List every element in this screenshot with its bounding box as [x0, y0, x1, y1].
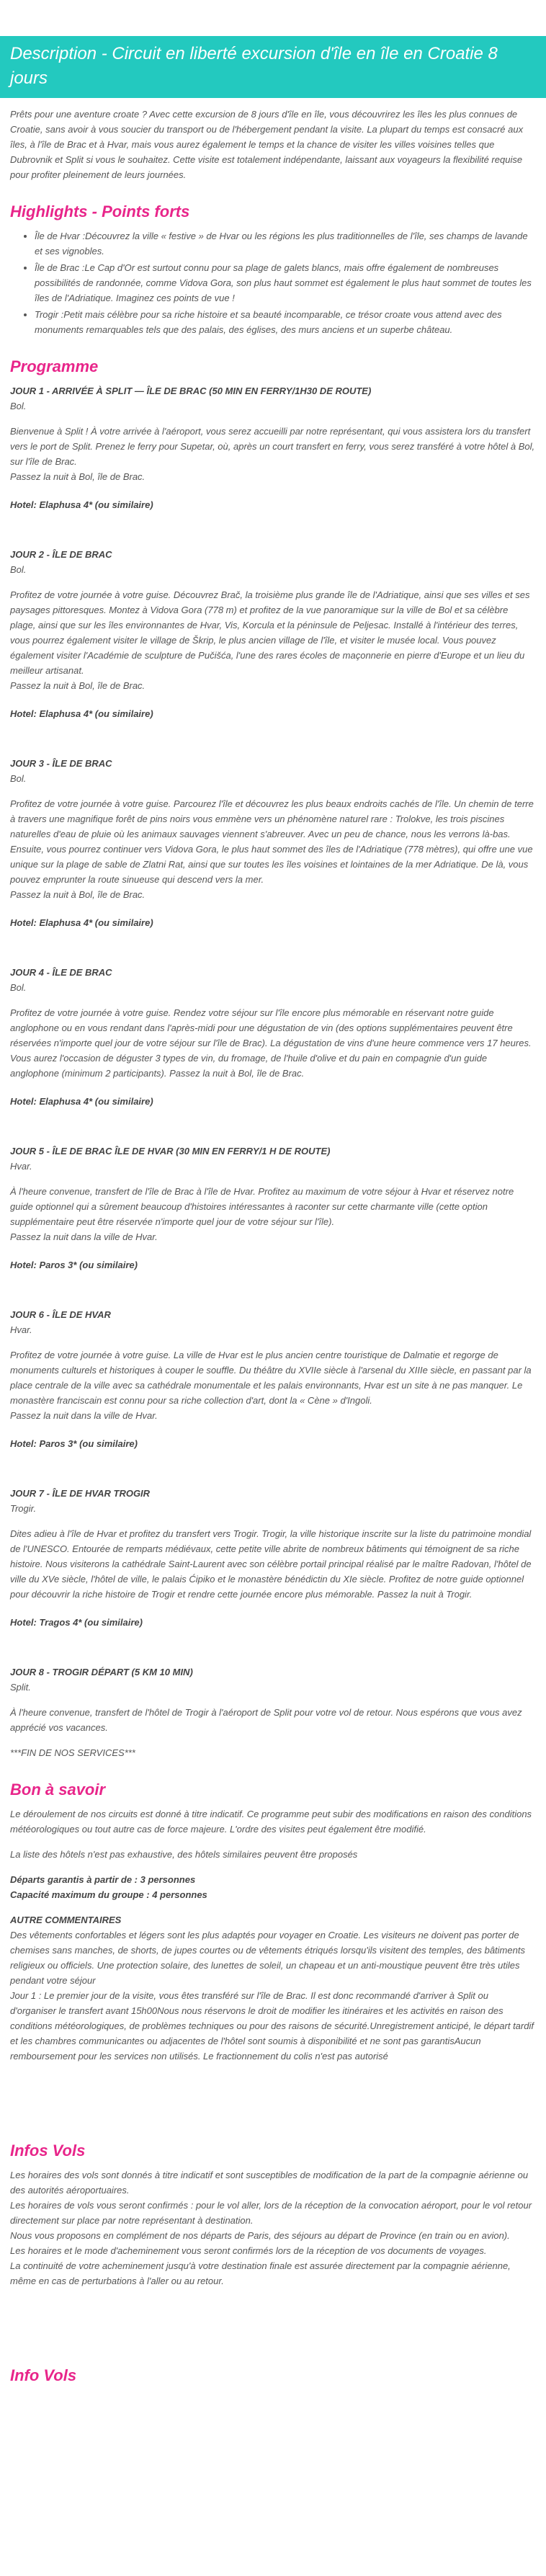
infos-vols-line: Nous vous proposons en complément de nos départs de Paris, des séjours au départ de Province (en train ou en avion).	[10, 2230, 510, 2241]
day-hotel: Hotel: Paros 3* (ou similaire)	[10, 1438, 138, 1449]
group-info	[10, 1872, 536, 1902]
highlight-item: • Île de Hvar :Découvrez la ville « festive » de Hvar ou les régions les plus traditionnelles de l'île, ses champs de lavande et ses vignobles.	[35, 228, 536, 259]
day-title: JOUR 6 - ÎLE DE HVAR	[10, 1309, 111, 1320]
highlight-item: • Trogir :Petit mais célèbre pour sa riche histoire et sa beauté incomparable, ce trésor croate vous attend avec des monuments remarquables tels que des palais, des églises, des murs anciens et un superbe château.	[35, 307, 536, 337]
programme-heading: Programme	[10, 357, 99, 375]
day-location: Bol.	[10, 773, 27, 784]
page	[0, 36, 546, 2421]
jour1-note: Jour 1 : Le premier jour de la visite, vous êtes transféré sur l'île de Brac. Il est donc recommandé d'arriver à Split ou d'organiser le transfert avant 15h00Nous nous réservons le droit de modifier les itinéraires et les activités en raison des conditions météorologiques, de problèmes techniques ou pour des raisons de sécurité.Unregistrement anticipé, le départ tardif et les chambres communicantes ou adjacentes de l'hôtel sont soumis à disponibilité et ne sont pas garantisAucun remboursement pour les services non utilisés. Le fractionnement du colis n'est pas autorisé	[10, 1990, 534, 2062]
infos-vols-list	[10, 2167, 536, 2288]
infos-vols-line: Les horaires des vols sont donnés à titre indicatif et sont susceptibles de modification de la part de la compagnie aérienne ou des autorités aéroportuaires.	[10, 2170, 529, 2196]
day-hotel: Hotel: Elaphusa 4* (ou similaire)	[10, 499, 153, 510]
day-night: Passez la nuit dans la ville de Hvar.	[10, 1231, 158, 1242]
day-text: Profitez de votre journée à votre guise. La ville de Hvar est le plus ancien centre touristique de Dalmatie et regorge de monuments culturels et historiques à couper le souffle. Du théâtre du XVIIe siècle à l'arsenal du XIIIe siècle, en passant par la place centrale de la ville avec sa cathédrale monumentale et les palais environnants, Hvar est un site à ne pas manquer. Le monastère franciscain est connu pour sa riche collection d'art, dont la « Cène » d'Ingoli.	[10, 1350, 532, 1406]
day-location: Bol.	[10, 564, 27, 575]
spacer	[10, 2288, 536, 2346]
departs-garantis: Départs garantis à partir de : 3 personnes	[10, 1874, 196, 1885]
content	[0, 107, 546, 2385]
day-title: JOUR 7 - ÎLE DE HVAR TROGIR	[10, 1488, 151, 1499]
day-text: Profitez de votre journée à votre guise. Découvrez Brač, la troisième plus grande île de l'Adriatique, ainsi que ses villes et ses paysages pittoresques. Montez à Vidova Gora (778 m) et profitez de la vue panoramique sur la ville de Bol et sa célèbre plage, ainsi que sur les îles environnantes de Hvar, Vis, Korcula et la péninsule de Peljesac. Installé à l'intérieur des terres, vous pourrez également visiter le village de Škrip, le plus ancien village de l'île, et visiter le musée local. Vous pouvez également visiter l'Académie de sculpture de Pučišća, l'une des rares écoles de maçonnerie en pierre d'Europe et un lieu du meilleur artisanat.	[10, 589, 530, 676]
day-location: Hvar.	[10, 1161, 32, 1172]
day-title: JOUR 5 - ÎLE DE BRAC ÎLE DE HVAR (30 MIN EN FERRY/1 H DE ROUTE)	[10, 1146, 331, 1156]
day-1	[10, 383, 536, 512]
bon-a-savoir-p2: La liste des hôtels n'est pas exhaustive, des hôtels similaires peuvent être proposés	[10, 1849, 358, 1860]
day-location: Trogir.	[10, 1503, 37, 1514]
day-title: JOUR 3 - ÎLE DE BRAC	[10, 758, 112, 769]
day-location: Bol.	[10, 982, 27, 993]
day-night: Passez la nuit à Bol, île de Brac.	[10, 471, 146, 482]
day-hotel: Hotel: Elaphusa 4* (ou similaire)	[10, 1096, 153, 1107]
day-text: À l'heure convenue, transfert de l'hôtel de Trogir à l'aéroport de Split pour votre vol de retour. Nous espérons que vous avez apprécié vos vacances.	[10, 1707, 522, 1733]
spacer	[10, 2064, 536, 2121]
day-text: Bienvenue à Split ! À votre arrivée à l'aéroport, vous serez accueilli par notre représentant, qui vous assistera lors du transfert vers le port de Split. Prenez le ferry pour Supetar, où, après un court transfert en ferry, vous serez transféré à votre hôtel à Bol, sur l'île de Brac.	[10, 426, 535, 467]
autres-text: Des vêtements confortables et légers sont les plus adaptés pour voyager en Croatie. Les visiteurs ne doivent pas porter de chemises sans manches, de shorts, de jupes courtes ou de vêtements étriqués lorsqu'ils visitent des temples, des bâtiments religieux ou officiels. Une protection solaire, des lunettes de soleil, un chapeau et un anti-moustique peuvent être très utiles pendant votre séjour	[10, 1930, 525, 1986]
day-2	[10, 547, 536, 721]
infos-vols-line: Les horaires de vols vous seront confirmés : pour le vol aller, lors de la réception de la convocation aéroport, pour le vol retour directement sur place par notre représentant à destination.	[10, 2200, 532, 2226]
day-hotel: Hotel: Paros 3* (ou similaire)	[10, 1260, 138, 1270]
bon-a-savoir-p1: Le déroulement de nos circuits est donné à titre indicatif. Ce programme peut subir des modifications en raison des conditions météorologiques ou tout autre cas de force majeure. L'ordre des visites peut également être modifié.	[10, 1809, 532, 1835]
highlights-heading: Highlights - Points forts	[10, 202, 190, 220]
infos-vols-line: La continuité de votre acheminement jusqu'à votre destination finale est assurée directement par la compagnie aérienne, même en cas de perturbations à l'aller ou au retour.	[10, 2260, 511, 2286]
capacite-max: Capacité maximum du groupe : 4 personnes	[10, 1889, 207, 1900]
day-hotel: Hotel: Elaphusa 4* (ou similaire)	[10, 708, 153, 719]
day-title: JOUR 2 - ÎLE DE BRAC	[10, 549, 112, 560]
infos-vols-heading: Infos Vols	[10, 2142, 86, 2160]
day-night: Passez la nuit dans la ville de Hvar.	[10, 1410, 158, 1421]
day-title: JOUR 1 - ARRIVÉE À SPLIT — ÎLE DE BRAC (50 MIN EN FERRY/1H30 DE ROUTE)	[10, 385, 372, 396]
bon-a-savoir-heading: Bon à savoir	[10, 1781, 106, 1799]
day-7	[10, 1486, 536, 1630]
day-location: Hvar.	[10, 1324, 32, 1335]
autres-commentaires	[10, 1912, 536, 2064]
day-location: Split.	[10, 1682, 31, 1693]
day-text: Profitez de votre journée à votre guise. Parcourez l'île et découvrez les plus beaux endroits cachés de l'île. Un chemin de terre à travers une magnifique forêt de pins noirs vous emmène vers un phénomène naturel rare : Trolokve, les trois piscines naturelles d'eau de pluie où les animaux sauvages viennent s'abreuver. Avec un peu de chance, nous les verrons là-bas. Ensuite, vous pourrez continuer vers Vidova Gora, le plus haut sommet des îles de l'Adriatique (778 mètres), qui offre une vue unique sur la plage de sable de Zlatni Rat, ainsi que sur toutes les îles voisines et lointaines de la mer Adriatique. De là, vous pouvez emprunter la route sinueuse qui descend vers la mer.	[10, 798, 534, 885]
day-text: Dites adieu à l'île de Hvar et profitez du transfert vers Trogir. Trogir, la ville historique inscrite sur la liste du patrimoine mondial de l'UNESCO. Entourée de remparts médiévaux, cette petite ville abrite de nombreux bâtiments qui témoignent de sa riche histoire. Nous visiterons la cathédrale Saint-Laurent avec son célèbre portail principal réalisé par le maître Radovan, l'hôtel de ville du XVe siècle, l'hôtel de ville, le palais Ćipiko et le monastère bénédictin du XIe siècle. Profitez de notre guide optionnel pour découvrir la riche histoire de Trogir et rendre cette journée encore plus mémorable. Passez la nuit à Trogir.	[10, 1528, 532, 1600]
day-location: Bol.	[10, 401, 27, 411]
infos-vols-line: Les horaires et le mode d'acheminement vous seront confirmés lors de la réception de vos documents de voyages.	[10, 2245, 487, 2256]
intro-text: Prêts pour une aventure croate ? Avec cette excursion de 8 jours d'île en île, vous découvrirez les îles les plus connues de Croatie, sans avoir à vous soucier du transport ou de l'hébergement pendant la visite. La plupart du temps est consacré aux îles, à l'île de Brac et à Hvar, mais vous aurez également le temps et la chance de visiter les villes voisines telles que Dubrovnik et Split si vous le souhaitez. Cette visite est totalement indépendante, laissant aux voyageurs la flexibilité requise pour profiter pleinement de leurs journées.	[10, 109, 524, 180]
autres-title: AUTRE COMMENTAIRES	[10, 1915, 122, 1925]
day-8	[10, 1664, 536, 1760]
day-title: JOUR 8 - TROGIR DÉPART (5 KM 10 MIN)	[10, 1667, 193, 1677]
day-text: Profitez de votre journée à votre guise. Rendez votre séjour sur l'île encore plus mémorable en réservant notre guide anglophone ou en vous rendant dans l'après-midi pour une dégustation de vin (des options supplémentaires peuvent être réservées n'importe quel jour de votre séjour sur l'île de Brac). La dégustation de vins d'une heure commence vers 17 heures. Vous aurez l'occasion de déguster 3 types de vin, du fromage, de l'huile d'olive et du pain en compagnie d'un guide anglophone (minimum 2 participants). Passez la nuit à Bol, île de Brac.	[10, 1007, 532, 1079]
page-title: Description - Circuit en liberté excursion d'île en île en Croatie 8 jours	[0, 36, 546, 98]
day-4	[10, 965, 536, 1109]
day-5	[10, 1144, 536, 1273]
day-night: Passez la nuit à Bol, île de Brac.	[10, 889, 146, 900]
day-night: Passez la nuit à Bol, île de Brac.	[10, 680, 146, 691]
info-vols-heading: Info Vols	[10, 2366, 77, 2384]
day-hotel: Hotel: Elaphusa 4* (ou similaire)	[10, 917, 153, 928]
day-title: JOUR 4 - ÎLE DE BRAC	[10, 967, 112, 978]
highlight-item: • Île de Brac :Le Cap d'Or est surtout connu pour sa plage de galets blancs, mais offre également de nombreuses possibilités de randonnée, comme Vidova Gora, son plus haut sommet est également le plus haut sommet de toutes les îles de l'Adriatique. Imaginez ces points de vue !	[35, 260, 536, 306]
day-6	[10, 1307, 536, 1451]
day-hotel: Hotel: Tragos 4* (ou similaire)	[10, 1617, 143, 1628]
highlights-list	[10, 228, 536, 337]
end-of-services: ***FIN DE NOS SERVICES***	[10, 1747, 135, 1758]
day-text: À l'heure convenue, transfert de l'île de Brac à l'île de Hvar. Profitez au maximum de votre séjour à Hvar et réservez notre guide optionnel qui a sûrement beaucoup d'histoires intéressantes à raconter sur cette charmante ville (cette option supplémentaire peut être réservée n'importe quel jour de votre séjour sur l'île).	[10, 1186, 514, 1227]
day-3	[10, 756, 536, 930]
